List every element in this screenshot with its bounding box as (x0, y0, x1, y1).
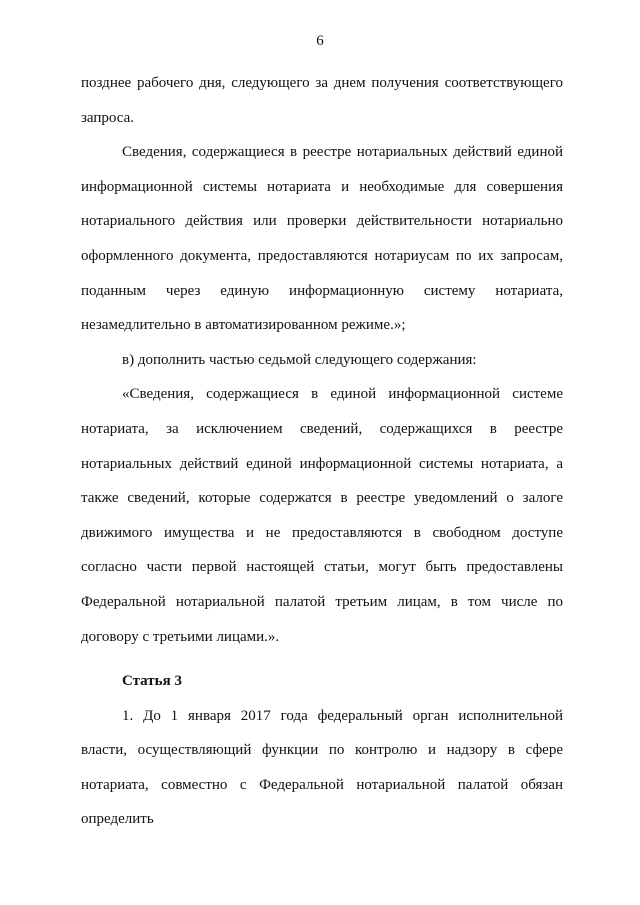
paragraph-registry-info: Сведения, содержащиеся в реестре нотариальных действий единой информационной системы нотариата и необходимые для совершения нотариального действия или проверки действительности нотариально оформленного документа, предоставляются нотариусам по их запросам, поданным через единую информационную систему нотариата, незамедлительно в автоматизированном режиме.»; (81, 144, 563, 334)
article-heading: Статья 3 (122, 673, 182, 690)
paragraph-article-3-item-1: 1. До 1 января 2017 года федеральный орган исполнительной власти, осуществляющий функции по контролю и надзору в сфере нотариата, совместно с Федеральной нотариальной палатой обязан определить (81, 707, 563, 828)
paragraph-amendment-item: в) дополнить частью седьмой следующего содержания: (122, 351, 477, 368)
paragraph-continuation: позднее рабочего дня, следующего за днем получения соответствующего запроса. (81, 75, 563, 126)
document-body (81, 66, 563, 837)
paragraph-part-seven: «Сведения, содержащиеся в единой информационной системе нотариата, за исключением сведений, содержащихся в реестре нотариальных действий единой информационной системы нотариата, а также сведений, которые содержатся в реестре уведомлений о залоге движимого имущества и не предоставляются в свободном доступе согласно части первой настоящей статьи, могут быть предоставлены Федеральной нотариальной палатой третьим лицам, в том числе по договору с третьими лицами.». (81, 386, 563, 645)
page-number: 6 (316, 33, 324, 49)
